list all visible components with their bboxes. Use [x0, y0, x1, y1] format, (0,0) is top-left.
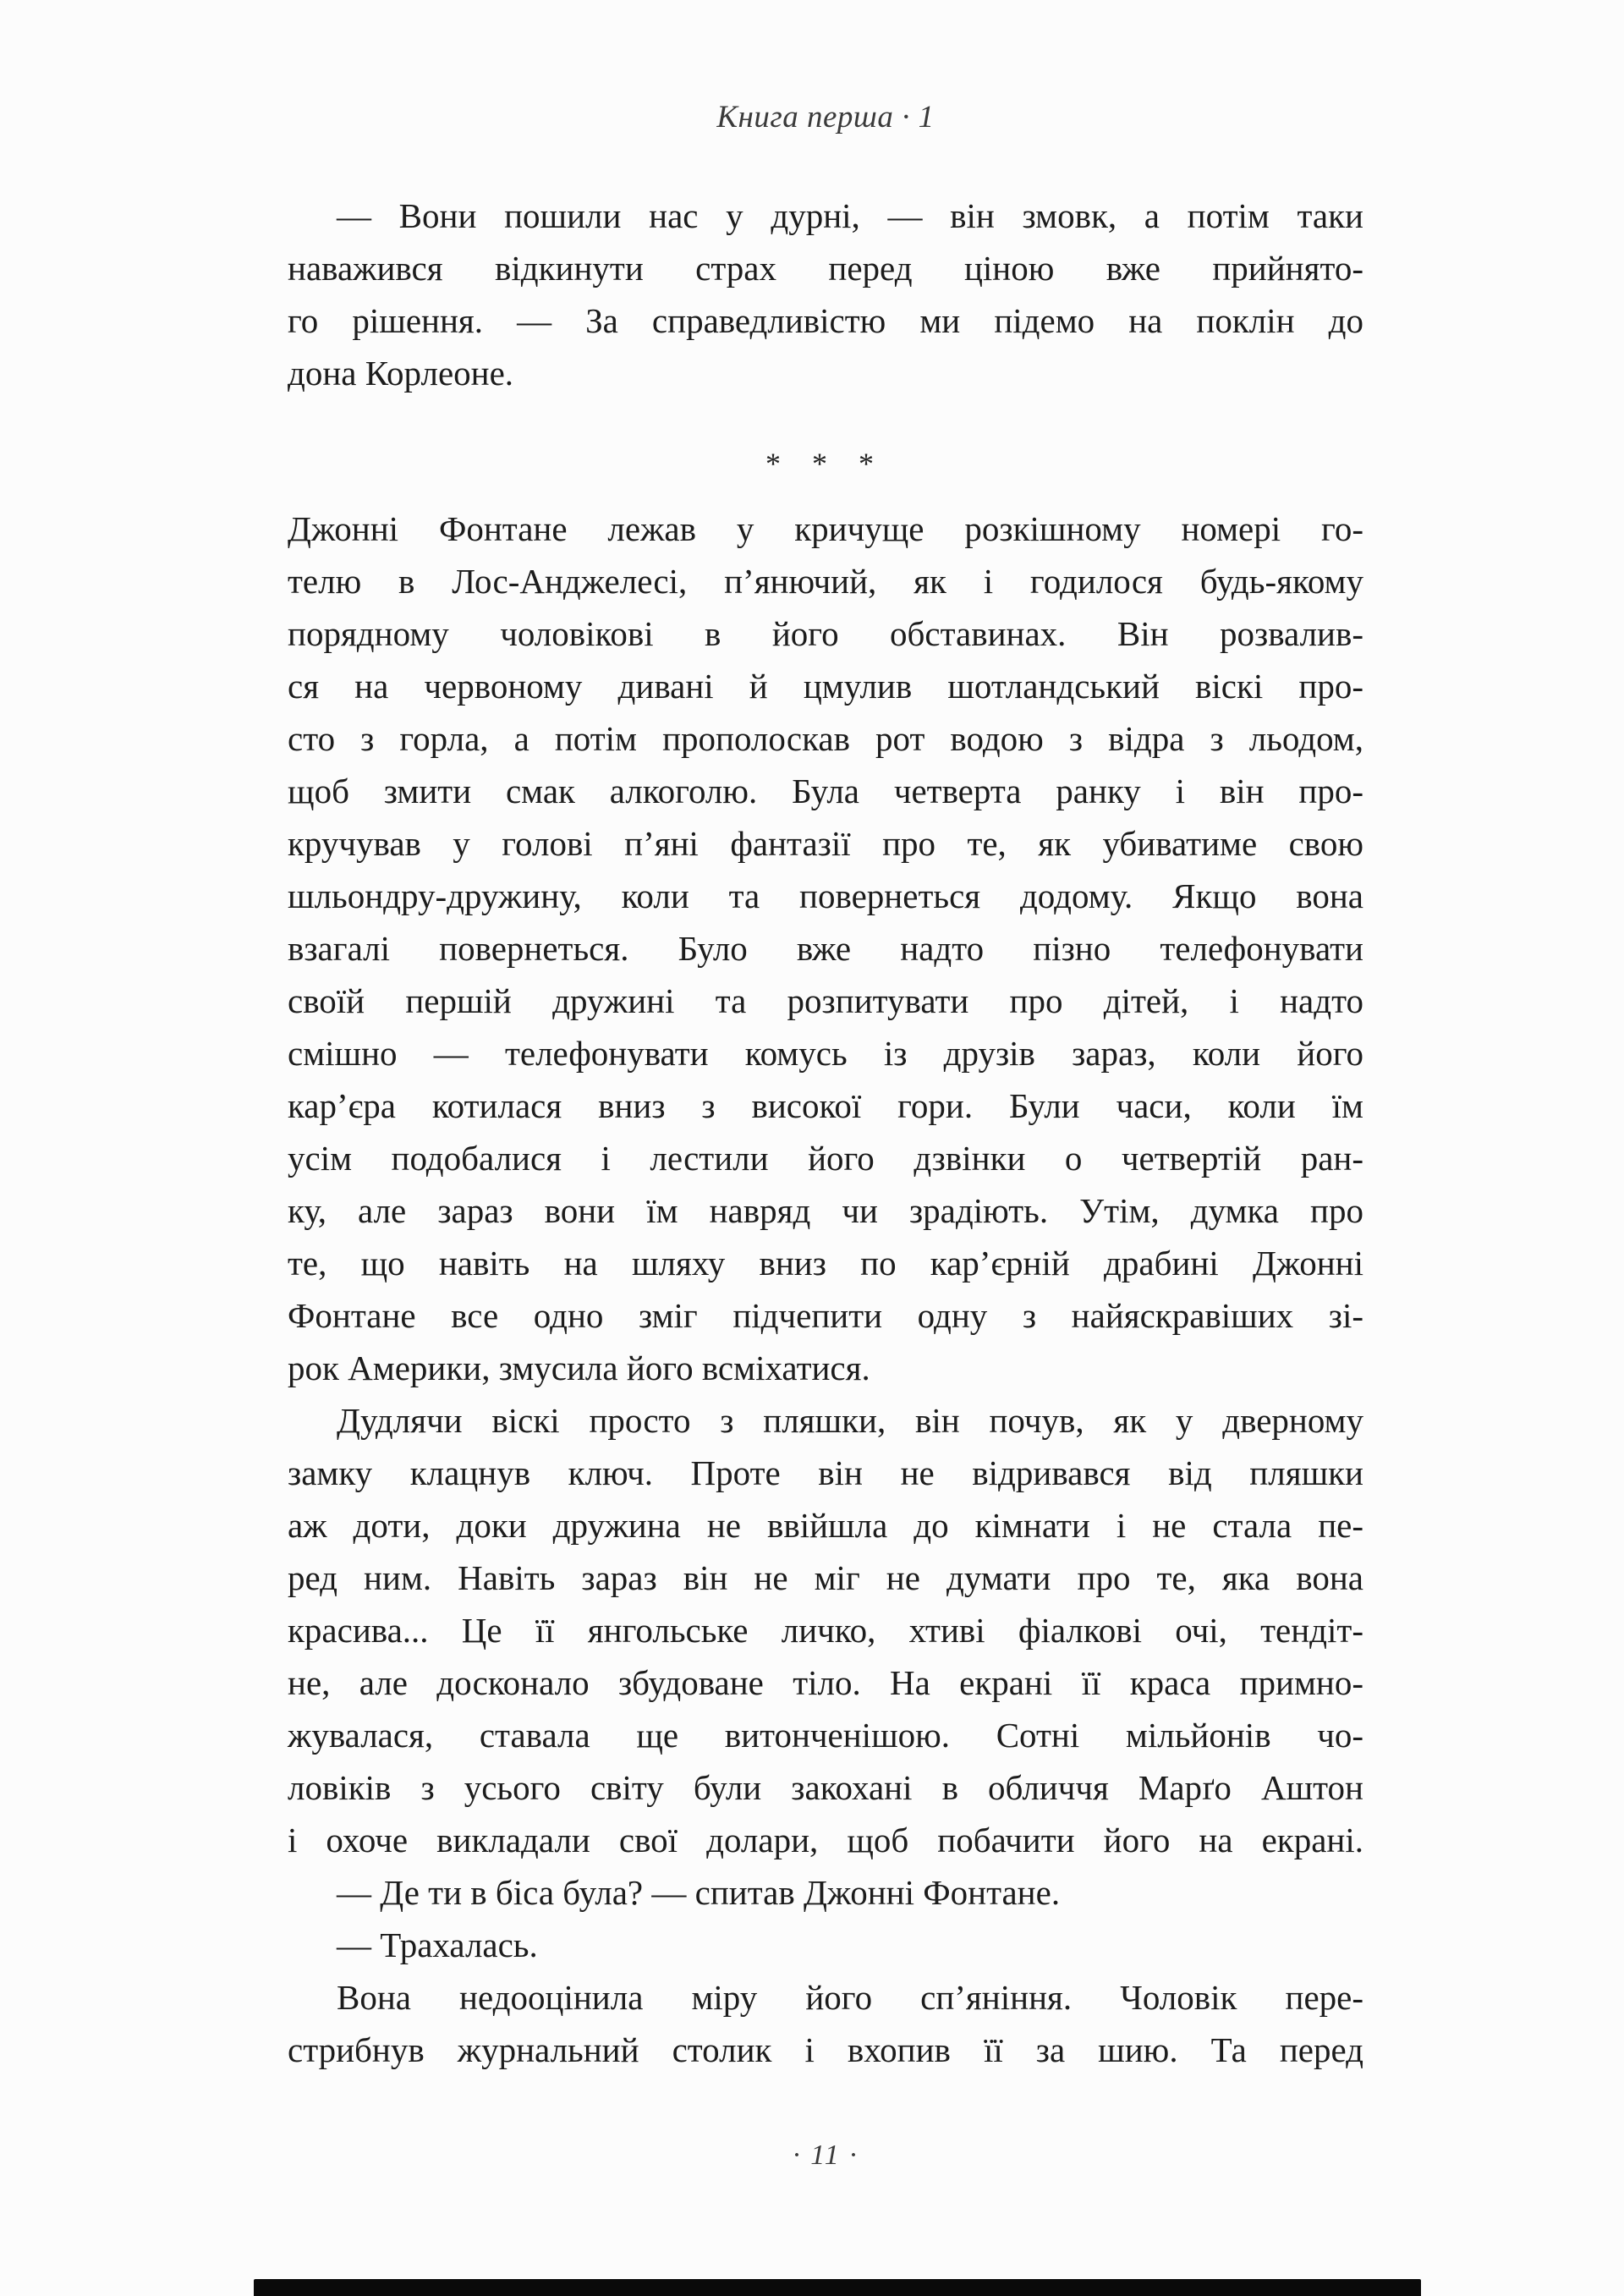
text-line: усім подобалися і лестили його дзвінки о четвертій ран- — [288, 1139, 1363, 1178]
bottom-bar — [254, 2279, 1421, 2296]
paragraph — [288, 503, 1363, 1394]
text-line: Джонні Фонтане лежав у кричуще розкішному номері го- — [288, 509, 1363, 548]
text-line: замку клацнув ключ. Проте він не відривався від пляшки — [288, 1453, 1363, 1492]
paragraph — [288, 190, 1363, 399]
text-line: не, але досконало збудоване тіло. На екрані її краса примно- — [288, 1663, 1363, 1702]
text-block — [288, 190, 1363, 2076]
text-line: Вона недооцінила міру його сп’яніння. Чоловік пере- — [337, 1978, 1363, 2017]
text-line: те, що навіть на шляху вниз по кар’єрній драбині Джонні — [288, 1244, 1363, 1283]
text-line: — Де ти в біса була? — спитав Джонні Фонтане. — [337, 1873, 1061, 1912]
paragraph — [288, 1971, 1363, 2076]
paragraph — [288, 1919, 1363, 1971]
text-line: щоб змити смак алкоголю. Була четверта ранку і він про- — [288, 772, 1363, 810]
text-line: ся на червоному дивані й цмулив шотландський віскі про- — [288, 667, 1363, 706]
text-line: кручував у голові п’яні фантазії про те, як убиватиме свою — [288, 824, 1363, 863]
text-line: — Вони пошили нас у дурні, — він змовк, а потім таки — [337, 196, 1363, 235]
text-line: шльондру-дружину, коли та повернеться додому. Якщо вона — [288, 876, 1363, 915]
text-line: наважився відкинути страх перед ціною вже прийнято- — [288, 249, 1363, 288]
section-divider: * * * — [765, 447, 886, 481]
text-line: ред ним. Навіть зараз він не міг не думати про те, яка вона — [288, 1558, 1363, 1597]
text-line: і охоче викладали свої долари, щоб побачити його на екрані. — [288, 1821, 1363, 1859]
paragraph — [288, 1866, 1363, 1919]
text-line: сто з горла, а потім прополоскав рот водою з відра з льодом, — [288, 719, 1363, 758]
text-line: аж доти, доки дружина не ввійшла до кімнати і не стала пе- — [288, 1506, 1363, 1545]
text-line: го рішення. — За справедливістю ми підемо на поклін до — [288, 301, 1363, 340]
text-line: смішно — телефонувати комусь із друзів зараз, коли його — [288, 1034, 1363, 1073]
text-line: — Трахалась. — [337, 1925, 538, 1964]
text-line: Фонтане все одно зміг підчепити одну з найяскравіших зі- — [288, 1296, 1363, 1335]
paragraph — [288, 1394, 1363, 1866]
text-line: телю в Лос-Анджелесі, п’янючий, як і годилося будь-якому — [288, 562, 1363, 601]
text-line: кар’єра котилася вниз з високої гори. Були часи, коли їм — [288, 1086, 1363, 1125]
text-line: жувалася, ставала ще витонченішою. Сотні мільйонів чо- — [288, 1716, 1363, 1755]
text-line: ку, але зараз вони їм навряд чи зрадіють. Утім, думка про — [288, 1191, 1363, 1230]
text-line: порядному чоловікові в його обставинах. Він розвалив- — [288, 614, 1363, 653]
text-line: взагалі повернеться. Було вже надто пізно телефонувати — [288, 929, 1363, 968]
text-line: ловіків з усього світу були закохані в обличчя Марґо Аштон — [288, 1768, 1363, 1807]
chapter-header: Книга перша · 1 — [716, 100, 935, 135]
text-line: рок Америки, змусила його всміхатися. — [288, 1348, 870, 1387]
text-line: дона Корлеоне. — [288, 354, 514, 393]
text-line: своїй першій дружині та розпитувати про дітей, і надто — [288, 981, 1363, 1020]
text-line: стрибнув журнальний столик і вхопив її за шию. Та перед — [288, 2030, 1363, 2069]
page-number: · 11 · — [793, 2139, 859, 2171]
text-line: красива... Це її янгольське личко, хтиві фіалкові очі, тендіт- — [288, 1611, 1363, 1650]
text-line: Дудлячи віскі просто з пляшки, він почув, як у дверному — [337, 1401, 1363, 1440]
